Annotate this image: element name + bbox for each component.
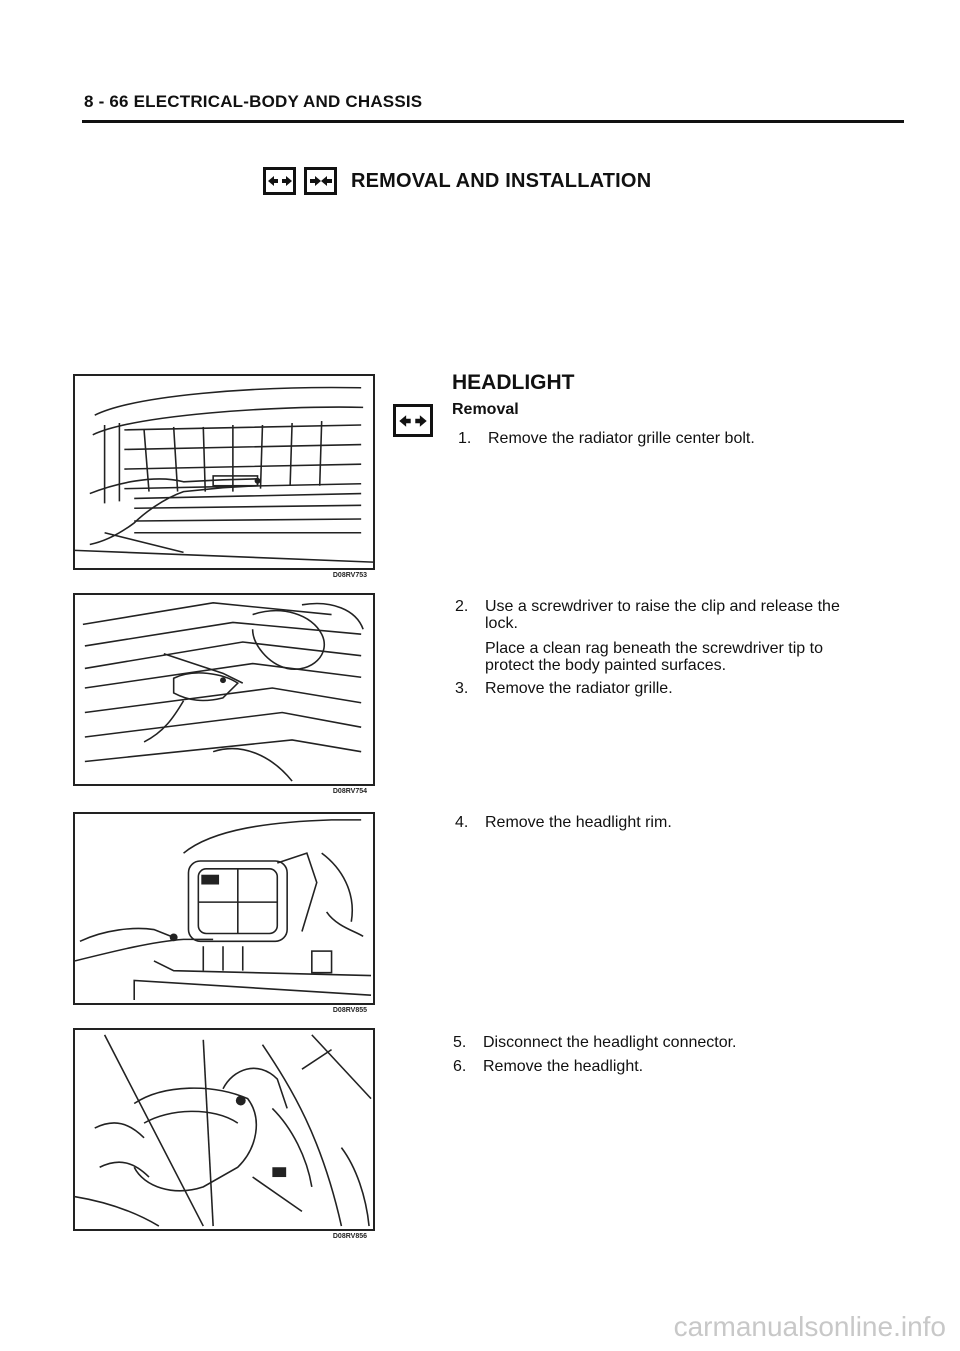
figure-clip-release bbox=[73, 593, 375, 795]
figure-code: D08RV855 bbox=[332, 1007, 367, 1014]
removal-arrows-icon bbox=[263, 167, 296, 195]
figure-code: D08RV753 bbox=[332, 572, 367, 579]
figure-grille-bolt bbox=[73, 374, 375, 579]
procedure-subtitle: Removal bbox=[452, 401, 519, 418]
step-number: 2. bbox=[455, 598, 469, 615]
step-6 bbox=[453, 1058, 893, 1078]
step-text: Disconnect the headlight connector. bbox=[483, 1034, 737, 1051]
step-text: Remove the radiator grille. bbox=[485, 680, 673, 697]
figure-headlight-removal bbox=[73, 1028, 375, 1240]
step-2 bbox=[455, 598, 895, 638]
section-title-text: REMOVAL AND INSTALLATION bbox=[351, 169, 652, 192]
watermark: carmanualsonline.info bbox=[673, 1311, 946, 1342]
step-number: 1. bbox=[458, 430, 472, 447]
step-number: 3. bbox=[455, 680, 469, 697]
section-title bbox=[263, 165, 651, 197]
step-4 bbox=[455, 814, 895, 834]
step-number: 5. bbox=[453, 1034, 467, 1051]
step-3 bbox=[455, 680, 895, 700]
step-text: Remove the headlight. bbox=[483, 1058, 644, 1075]
page-header: 8 - 66 ELECTRICAL-BODY AND CHASSIS bbox=[84, 92, 423, 111]
figure-code: D08RV754 bbox=[332, 788, 367, 795]
step-number: 4. bbox=[455, 814, 469, 831]
figure-code: D08RV856 bbox=[332, 1233, 367, 1240]
step-text-line1: Use a screwdriver to raise the clip and release the bbox=[485, 598, 840, 615]
procedure-title: HEADLIGHT bbox=[452, 371, 575, 394]
step-2-note-line1: Place a clean rag beneath the screwdriver tip to bbox=[485, 640, 823, 657]
step-1 bbox=[458, 430, 898, 450]
step-text-line2: lock. bbox=[485, 615, 518, 632]
figure-headlight-rim bbox=[73, 812, 375, 1014]
step-text: Remove the radiator grille center bolt. bbox=[488, 430, 755, 447]
step-2-note-line2: protect the body painted surfaces. bbox=[485, 657, 727, 674]
step-text: Remove the headlight rim. bbox=[485, 814, 672, 831]
removal-arrows-icon bbox=[393, 404, 433, 437]
header-rule bbox=[82, 120, 904, 123]
step-number: 6. bbox=[453, 1058, 467, 1075]
installation-arrows-icon bbox=[304, 167, 337, 195]
step-5 bbox=[453, 1034, 893, 1054]
